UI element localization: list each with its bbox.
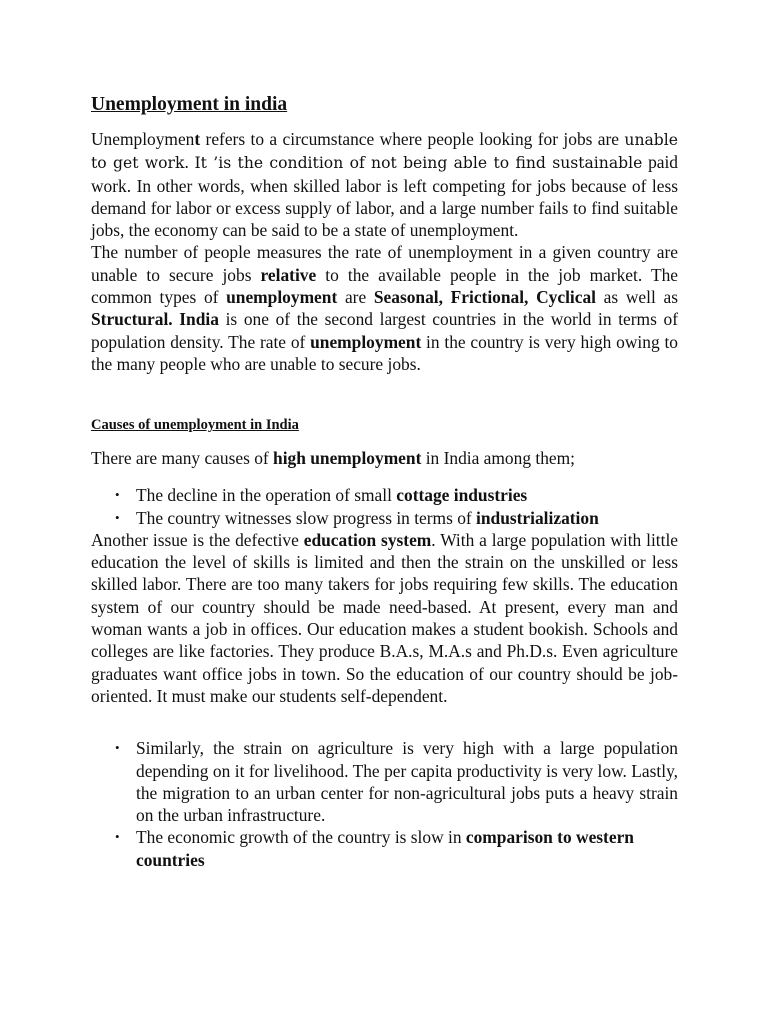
text-run: industrialization: [476, 507, 599, 528]
text-run: The country witnesses slow progress in terms of: [136, 507, 477, 528]
list-item: [115, 507, 678, 529]
text-run: The decline in the operation of small: [136, 485, 397, 506]
paragraph-types: [91, 241, 678, 375]
text-run: There are many causes of: [91, 448, 274, 469]
text-run: t: [194, 129, 201, 149]
list-item: [115, 826, 678, 871]
bullet-list-more-causes: [91, 737, 678, 871]
text-run: Structural. India: [91, 309, 219, 330]
text-run: Another issue is the defective: [91, 529, 304, 550]
list-item: [115, 737, 678, 826]
text-run: comparison to western countries: [136, 827, 634, 870]
paragraph-definition: [91, 128, 678, 241]
text-run: Unemploymen: [91, 129, 195, 149]
text-run: high unemployment: [273, 448, 422, 469]
bullet-list-causes: [91, 484, 678, 529]
text-run: .: [184, 152, 195, 173]
text-run: It ’is the condition of not being able to find sustainable: [194, 154, 643, 173]
text-run: in the country is very high owing to the many people who are unable to secure jobs.: [91, 331, 678, 374]
list-item: [115, 484, 678, 506]
text-run: The economic growth of the country is slow in: [136, 827, 466, 848]
text-run: The number of people measures the rate of unemployment in a given country are unable to secure jobs: [91, 242, 678, 285]
text-run: Seasonal, Frictional, Cyclical: [373, 287, 596, 308]
bullet-icon: •: [115, 829, 120, 845]
paragraph-education: [91, 529, 678, 707]
text-run: unable to get work: [91, 131, 678, 173]
text-run: to the available people in the job market. The common types of: [91, 264, 678, 308]
page-title: Unemployment in india: [91, 94, 288, 115]
text-run: . With a large population with little education the level of skills is limited and then the strain on the unskilled or less skilled labor. There are too many takers for jobs requiring few skills. The education system of our country should be made need-based. At present, every man and woman wants a job in offices. Our education makes a student bookish. Schools and colleges are like factories. They produce B.A.s, M.A.s and Ph.D.s. Even agriculture graduates want office jobs in town. So the education of our country should be job-oriented. It must make our students self-dependent.: [91, 529, 678, 706]
text-run: are: [337, 287, 374, 308]
text-run: is one of the second largest countries in the world in terms of population density. The rate of: [91, 309, 678, 352]
text-run: in India among them;: [421, 448, 575, 469]
text-run: unemployment: [226, 287, 338, 308]
text-run: cottage industries: [396, 485, 528, 506]
text-run: Similarly, the strain on agriculture is very high with a large population depending on it for livelihood. The per capita productivity is very low. Lastly, the migration to an urban center for non-agricultural jobs puts a heavy strain on the urban infrastructure.: [136, 738, 678, 826]
paragraph-causes-intro: [91, 447, 678, 469]
bullet-icon: •: [115, 509, 120, 525]
bullet-icon: •: [115, 740, 120, 756]
text-run: relative: [260, 264, 317, 285]
section-heading-causes: Causes of unemployment in India: [91, 417, 299, 434]
bullet-icon: •: [115, 487, 120, 503]
text-run: as well as: [595, 287, 678, 308]
text-run: unemployment: [310, 331, 422, 352]
text-run: refers to a circumstance where people looking for jobs are: [200, 129, 625, 149]
text-run: paid work. In other words, when skilled labor is left competing for jobs because of less demand for labor or excess supply of labor, and a large number fails to find suitable jobs, the economy can be said to be a state of unemployment.: [91, 152, 679, 241]
text-run: education system: [303, 529, 432, 550]
